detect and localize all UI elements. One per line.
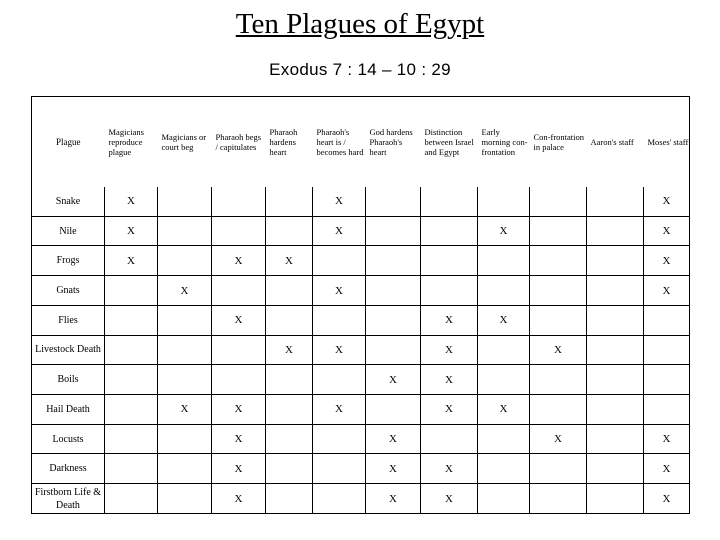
mark-cell xyxy=(587,246,644,276)
mark-cell xyxy=(530,276,587,306)
mark-cell: X xyxy=(644,187,690,217)
table-row xyxy=(32,484,690,514)
mark-cell xyxy=(587,395,644,425)
table-row xyxy=(32,365,690,395)
mark-cell: X xyxy=(313,395,366,425)
mark-cell: X xyxy=(366,365,421,395)
mark-cell xyxy=(587,276,644,306)
mark-cell: X xyxy=(530,424,587,454)
mark-cell xyxy=(266,365,313,395)
mark-cell: X xyxy=(644,454,690,484)
mark-cell xyxy=(212,276,266,306)
mark-cell xyxy=(105,484,158,514)
mark-cell xyxy=(587,335,644,365)
mark-cell xyxy=(587,216,644,246)
plagues-table xyxy=(31,96,690,514)
mark-cell: X xyxy=(266,335,313,365)
mark-cell: X xyxy=(105,187,158,217)
mark-cell: X xyxy=(644,246,690,276)
plague-name: Snake xyxy=(32,187,105,217)
mark-cell xyxy=(158,484,212,514)
mark-cell xyxy=(105,454,158,484)
mark-cell: X xyxy=(644,216,690,246)
mark-cell: X xyxy=(266,246,313,276)
mark-cell xyxy=(313,484,366,514)
mark-cell xyxy=(105,365,158,395)
mark-cell xyxy=(105,395,158,425)
mark-cell xyxy=(587,187,644,217)
mark-cell: X xyxy=(421,365,478,395)
mark-cell xyxy=(478,335,530,365)
mark-cell xyxy=(530,365,587,395)
mark-cell xyxy=(366,305,421,335)
mark-cell xyxy=(105,335,158,365)
table-row xyxy=(32,424,690,454)
mark-cell: X xyxy=(212,305,266,335)
mark-cell xyxy=(158,335,212,365)
column-header: Distinction between Israel and Egypt xyxy=(424,126,474,157)
mark-cell xyxy=(366,395,421,425)
mark-cell: X xyxy=(212,484,266,514)
table-row xyxy=(32,216,690,246)
plague-name: Locusts xyxy=(32,424,105,454)
mark-cell xyxy=(478,484,530,514)
mark-cell xyxy=(158,187,212,217)
mark-cell xyxy=(158,246,212,276)
plague-name: Hail Death xyxy=(32,395,105,425)
plague-name: Darkness xyxy=(32,454,105,484)
mark-cell xyxy=(530,305,587,335)
mark-cell: X xyxy=(158,395,212,425)
mark-cell xyxy=(478,276,530,306)
column-header: Magicians reproduce plague xyxy=(108,126,144,157)
column-header: Con-frontation in palace xyxy=(533,131,585,152)
mark-cell xyxy=(266,305,313,335)
table-body xyxy=(32,187,690,514)
mark-cell: X xyxy=(478,216,530,246)
mark-cell xyxy=(587,484,644,514)
mark-cell: X xyxy=(313,335,366,365)
mark-cell xyxy=(313,246,366,276)
column-header: God hardens Pharaoh's heart xyxy=(369,126,413,157)
mark-cell xyxy=(313,305,366,335)
mark-cell xyxy=(478,454,530,484)
plague-name: Frogs xyxy=(32,246,105,276)
scripture-reference: Exodus 7 : 14 – 10 : 29 xyxy=(269,60,451,79)
mark-cell: X xyxy=(212,454,266,484)
mark-cell: X xyxy=(212,395,266,425)
mark-cell xyxy=(158,454,212,484)
table-row xyxy=(32,335,690,365)
mark-cell xyxy=(478,246,530,276)
mark-cell xyxy=(313,424,366,454)
mark-cell xyxy=(266,395,313,425)
mark-cell xyxy=(478,365,530,395)
page-title: Ten Plagues of Egypt xyxy=(235,8,485,40)
mark-cell xyxy=(366,187,421,217)
plague-name: Livestock Death xyxy=(32,335,105,365)
table-row xyxy=(32,276,690,306)
mark-cell xyxy=(158,424,212,454)
column-header: Moses' staff xyxy=(647,136,689,147)
mark-cell: X xyxy=(158,276,212,306)
column-header: Pharaoh hardens heart xyxy=(269,126,298,157)
mark-cell: X xyxy=(366,484,421,514)
mark-cell: X xyxy=(212,424,266,454)
mark-cell xyxy=(366,335,421,365)
mark-cell: X xyxy=(644,276,690,306)
mark-cell xyxy=(366,216,421,246)
mark-cell xyxy=(266,424,313,454)
column-header: Pharaoh's heart is / becomes hard xyxy=(316,126,364,157)
mark-cell: X xyxy=(366,454,421,484)
mark-cell xyxy=(212,216,266,246)
mark-cell: X xyxy=(105,246,158,276)
table-row xyxy=(32,246,690,276)
mark-cell xyxy=(366,246,421,276)
mark-cell xyxy=(421,187,478,217)
mark-cell: X xyxy=(212,246,266,276)
mark-cell xyxy=(530,395,587,425)
mark-cell xyxy=(366,276,421,306)
mark-cell: X xyxy=(421,484,478,514)
mark-cell xyxy=(587,365,644,395)
mark-cell xyxy=(530,454,587,484)
mark-cell xyxy=(266,454,313,484)
mark-cell xyxy=(212,365,266,395)
mark-cell xyxy=(587,424,644,454)
mark-cell xyxy=(266,484,313,514)
mark-cell xyxy=(421,424,478,454)
mark-cell: X xyxy=(644,484,690,514)
column-header: Pharaoh begs / capitulates xyxy=(215,131,262,152)
mark-cell xyxy=(644,365,690,395)
mark-cell xyxy=(587,454,644,484)
mark-cell xyxy=(212,335,266,365)
mark-cell: X xyxy=(530,335,587,365)
mark-cell xyxy=(158,216,212,246)
plague-name: Gnats xyxy=(32,276,105,306)
plague-name: Flies xyxy=(32,305,105,335)
mark-cell xyxy=(530,187,587,217)
table-row xyxy=(32,454,690,484)
mark-cell xyxy=(266,276,313,306)
mark-cell xyxy=(421,216,478,246)
mark-cell: X xyxy=(644,424,690,454)
mark-cell xyxy=(105,305,158,335)
column-header: Aaron's staff xyxy=(590,136,634,147)
mark-cell: X xyxy=(478,395,530,425)
mark-cell xyxy=(587,305,644,335)
mark-cell xyxy=(266,187,313,217)
mark-cell xyxy=(421,276,478,306)
column-header: Early morning con-frontation xyxy=(481,126,528,157)
mark-cell xyxy=(313,365,366,395)
mark-cell: X xyxy=(421,454,478,484)
mark-cell: X xyxy=(478,305,530,335)
mark-cell: X xyxy=(313,276,366,306)
mark-cell xyxy=(644,335,690,365)
plague-name: Boils xyxy=(32,365,105,395)
mark-cell xyxy=(644,395,690,425)
mark-cell: X xyxy=(313,187,366,217)
mark-cell: X xyxy=(421,395,478,425)
mark-cell xyxy=(478,424,530,454)
mark-cell xyxy=(313,454,366,484)
mark-cell: X xyxy=(313,216,366,246)
mark-cell xyxy=(530,484,587,514)
mark-cell xyxy=(530,246,587,276)
mark-cell xyxy=(530,216,587,246)
mark-cell xyxy=(105,424,158,454)
mark-cell xyxy=(158,365,212,395)
header-row xyxy=(32,97,690,187)
table-row xyxy=(32,187,690,217)
mark-cell xyxy=(158,305,212,335)
mark-cell xyxy=(478,187,530,217)
mark-cell xyxy=(266,216,313,246)
table-row xyxy=(32,395,690,425)
mark-cell: X xyxy=(421,305,478,335)
mark-cell: X xyxy=(366,424,421,454)
mark-cell: X xyxy=(421,335,478,365)
mark-cell xyxy=(105,276,158,306)
column-header: Magicians or court beg xyxy=(161,131,207,152)
plague-name: Nile xyxy=(32,216,105,246)
column-header-plague: Plague xyxy=(56,136,81,147)
mark-cell: X xyxy=(105,216,158,246)
plague-name: Firstborn Life & Death xyxy=(34,486,102,511)
mark-cell xyxy=(421,246,478,276)
mark-cell xyxy=(644,305,690,335)
mark-cell xyxy=(212,187,266,217)
table-row xyxy=(32,305,690,335)
